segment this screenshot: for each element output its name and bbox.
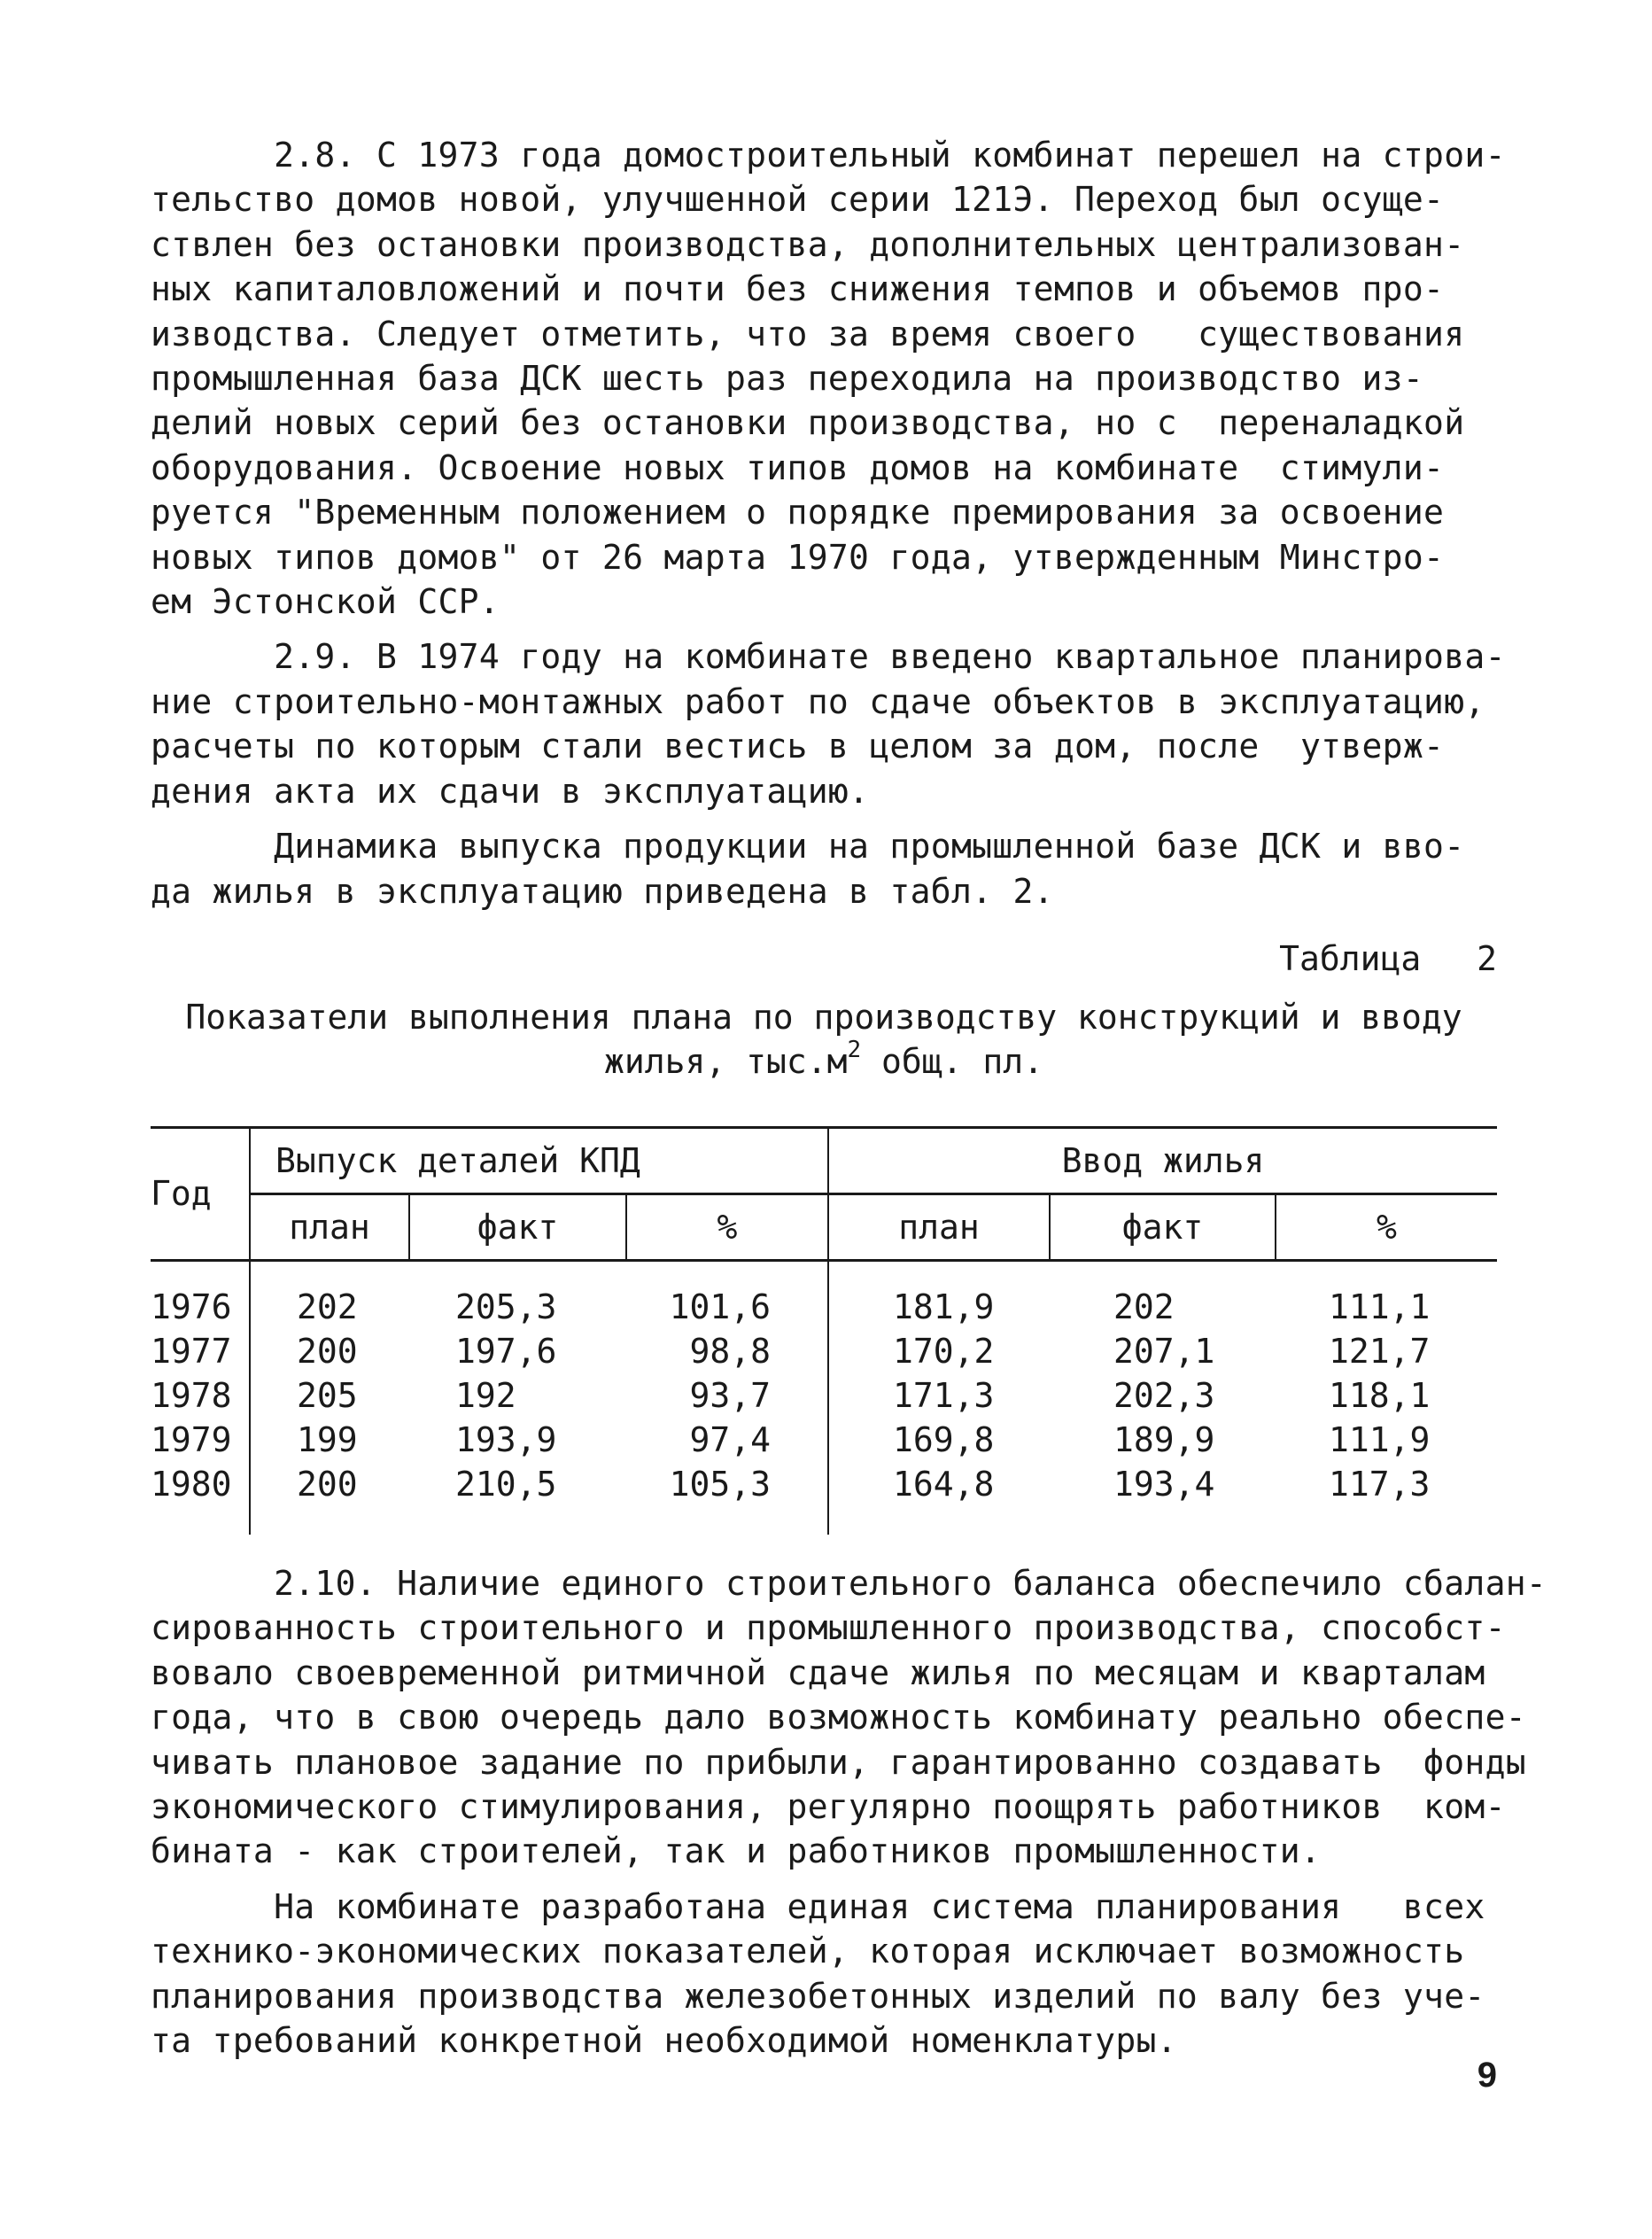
text-line: бината - как строителей, так и работников промышленности. <box>151 1831 1322 1871</box>
text-line: Динамика выпуска продукции на промышленной базе ДСК и вво- <box>151 827 1465 867</box>
cell-year: 1976 <box>151 1287 232 1326</box>
text-line: ем Эстонской ССР. <box>151 582 500 622</box>
text-line: делий новых серий без остановки производства, но с переналадкой <box>151 403 1465 443</box>
cell-year: 1979 <box>151 1419 232 1459</box>
cell-kpd-percent: 93,7 <box>689 1375 771 1415</box>
subheader-percent: % <box>626 1193 828 1260</box>
table-label: Таблица 2 <box>1279 938 1497 978</box>
caption-units: жилья, тыс.м <box>603 1041 848 1081</box>
header-group-kpd: Выпуск деталей КПД <box>250 1127 828 1193</box>
text-line: да жилья в эксплуатацию приведена в табл. 2. <box>151 871 1054 911</box>
table-header-row <box>151 1127 1497 1193</box>
table-subheader-row <box>151 1193 1497 1260</box>
cell-kpd-percent: 97,4 <box>689 1419 771 1459</box>
cell-housing-fact: 207,1 <box>1113 1331 1215 1371</box>
text-line: расчеты по которым стали вестись в целом за дом, после утверж- <box>151 727 1445 766</box>
cell-housing-fact: 202 <box>1113 1287 1175 1326</box>
data-table <box>151 1126 1497 1535</box>
cell-housing-plan: 164,8 <box>828 1462 1050 1535</box>
cell-kpd-percent: 105,3 <box>669 1464 771 1504</box>
cell-housing-fact: 189,9 <box>1113 1419 1215 1459</box>
text-line: технико-экономических показателей, которая исключает возможность <box>151 1932 1465 1971</box>
cell-housing-percent: 111,1 <box>1329 1287 1431 1326</box>
text-line: планирования производства железобетонных изделий по валу без уче- <box>151 1976 1485 2016</box>
paragraph-planning-system <box>151 1885 1497 2064</box>
subheader-fact: факт <box>1050 1193 1276 1260</box>
caption-line-1: Показатели выполнения плана по производству конструкций и вводу <box>185 997 1462 1037</box>
paragraph-2-8 <box>151 133 1506 624</box>
cell-kpd-fact: 210,5 <box>455 1464 557 1504</box>
text-line: вовало своевременной ритмичной сдаче жилья по месяцам и кварталам <box>151 1652 1485 1692</box>
cell-housing-fact: 193,4 <box>1113 1464 1215 1504</box>
caption-superscript: 2 <box>847 1036 862 1063</box>
text-line: года, что в свою очередь дало возможность комбинату реально обеспе- <box>151 1698 1526 1738</box>
text-line: чивать плановое задание по прибыли, гарантированно создавать фонды <box>151 1742 1526 1782</box>
table-row <box>151 1418 1497 1462</box>
caption-area-note: общ. пл. <box>861 1041 1044 1081</box>
text-line: ствлен без остановки производства, дополнительных централизован- <box>151 224 1465 264</box>
table-row <box>151 1462 1497 1535</box>
cell-housing-percent: 121,7 <box>1329 1331 1431 1371</box>
cell-kpd-plan: 199 <box>250 1418 409 1462</box>
table-row <box>151 1260 1497 1329</box>
text-line: 2.9. В 1974 году на комбинате введено квартальное планирова- <box>151 637 1506 677</box>
text-line: новых типов домов" от 26 марта 1970 года, утвержденным Минстро- <box>151 537 1445 577</box>
text-line: та требований конкретной необходимой номенклатуры. <box>151 2020 1177 2060</box>
cell-kpd-fact: 205,3 <box>455 1287 557 1326</box>
paragraph-2-10 <box>151 1561 1547 1874</box>
cell-housing-plan: 169,8 <box>828 1418 1050 1462</box>
page-number: 9 <box>1477 2056 1497 2095</box>
text-line: изводства. Следует отметить, что за время своего существования <box>151 314 1465 354</box>
cell-housing-plan: 171,3 <box>828 1373 1050 1418</box>
cell-kpd-fact: 197,6 <box>455 1331 557 1371</box>
cell-year: 1978 <box>151 1375 232 1415</box>
text-line: экономического стимулирования, регулярно поощрять работников ком- <box>151 1786 1506 1826</box>
text-line: 2.8. С 1973 года домостроительный комбинат перешел на строи- <box>151 136 1506 175</box>
header-group-housing: Ввод жилья <box>828 1127 1497 1193</box>
text-line: сированность строительного и промышленного производства, способст- <box>151 1608 1506 1648</box>
text-line: На комбинате разработана единая система планирования всех <box>151 1886 1485 1926</box>
text-line: тельство домов новой, улучшенной серии 121Э. Переход был осуще- <box>151 180 1445 220</box>
text-line: 2.10. Наличие единого строительного баланса обеспечило сбалан- <box>151 1563 1547 1603</box>
cell-housing-percent: 117,3 <box>1329 1464 1431 1504</box>
cell-year: 1980 <box>151 1464 232 1504</box>
subheader-plan: план <box>250 1193 409 1260</box>
cell-kpd-plan: 202 <box>250 1260 409 1329</box>
cell-kpd-percent: 98,8 <box>689 1331 771 1371</box>
cell-housing-plan: 181,9 <box>828 1260 1050 1329</box>
cell-housing-percent: 118,1 <box>1329 1375 1431 1415</box>
cell-kpd-fact: 192 <box>455 1375 516 1415</box>
cell-kpd-plan: 205 <box>250 1373 409 1418</box>
cell-kpd-plan: 200 <box>250 1462 409 1535</box>
text-line: ние строительно-монтажных работ по сдаче объектов в эксплуатацию, <box>151 681 1485 721</box>
text-line: дения акта их сдачи в эксплуатацию. <box>151 771 870 811</box>
cell-housing-percent: 111,9 <box>1329 1419 1431 1459</box>
cell-kpd-percent: 101,6 <box>669 1287 771 1326</box>
subheader-percent: % <box>1276 1193 1497 1260</box>
caption-line-2 <box>151 1036 1497 1084</box>
subheader-plan: план <box>828 1193 1050 1260</box>
table-caption <box>151 995 1497 1084</box>
header-year: Год <box>151 1127 250 1260</box>
table-row <box>151 1329 1497 1373</box>
cell-year: 1977 <box>151 1331 232 1371</box>
cell-kpd-plan: 200 <box>250 1329 409 1373</box>
top-text <box>151 133 1506 913</box>
cell-housing-fact: 202,3 <box>1113 1375 1215 1415</box>
document-page <box>151 133 1547 2063</box>
subheader-fact: факт <box>409 1193 626 1260</box>
text-line: промышленная база ДСК шесть раз переходила на производство из- <box>151 359 1424 399</box>
text-line: руется "Временным положением о порядке премирования за освоение <box>151 493 1445 533</box>
cell-kpd-fact: 193,9 <box>455 1419 557 1459</box>
text-line: ных капиталовложений и почти без снижения темпов и объемов про- <box>151 269 1445 309</box>
paragraph-2-9 <box>151 634 1506 813</box>
cell-housing-plan: 170,2 <box>828 1329 1050 1373</box>
text-line: оборудования. Освоение новых типов домов на комбинате стимули- <box>151 447 1445 487</box>
table-row <box>151 1373 1497 1418</box>
paragraph-dynamics <box>151 824 1497 913</box>
